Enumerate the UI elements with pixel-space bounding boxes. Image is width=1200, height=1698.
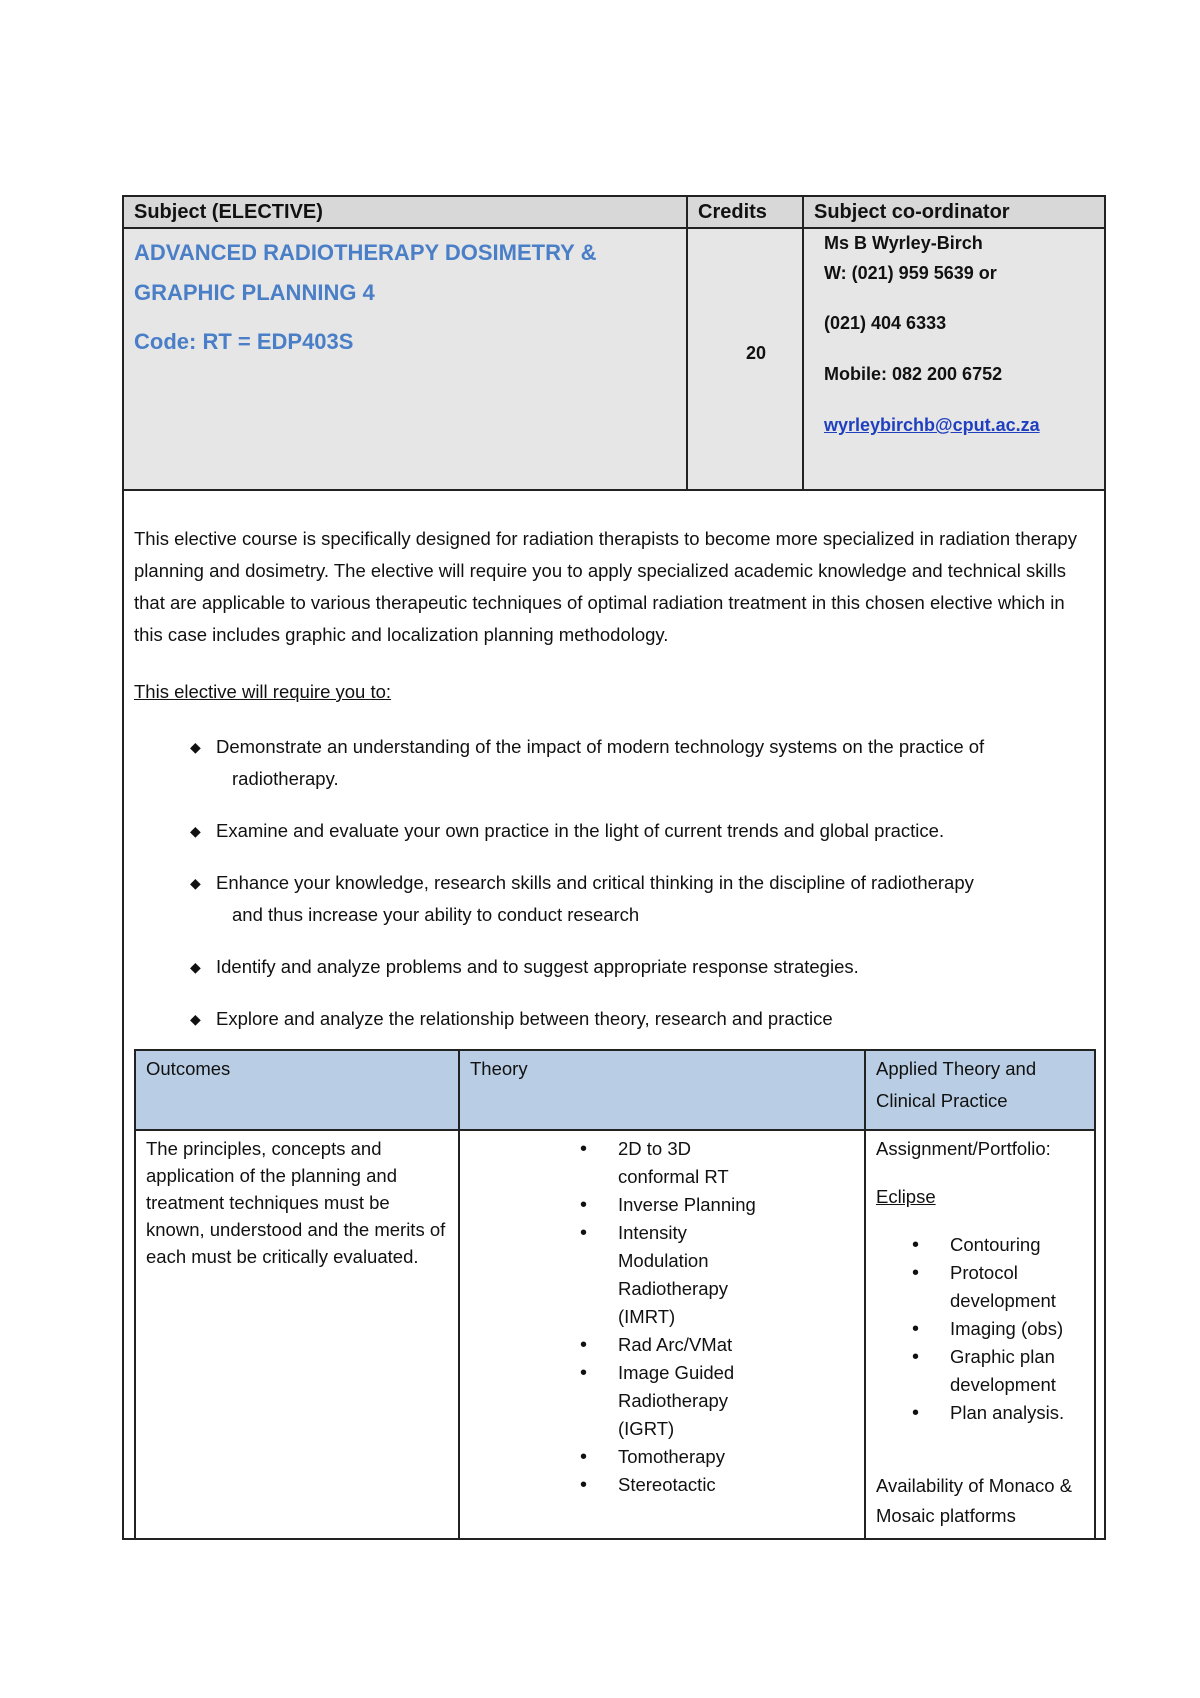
theory-item: • Rad Arc/VMat <box>580 1331 760 1359</box>
course-description: This elective course is specifically designed for radiation therapists to become more specialized in radiation therapy planning and dosimetry. The elective will require you to apply specialized academic knowledge and technical skills that are applicable to various therapeutic techniques of optimal radiation treatment in this chosen elective which in this case includes graphic and localization planning methodology. <box>134 528 1077 645</box>
header-subject: Subject (ELECTIVE) <box>134 201 323 223</box>
theory-item: • Intensity Modulation Radiotherapy (IMRT) <box>580 1219 760 1331</box>
theory-item: • Image Guided Radiotherapy (IGRT) <box>580 1359 760 1443</box>
subject-header-row <box>124 197 1104 229</box>
divider <box>802 197 804 491</box>
coordinator-name: Ms B Wyrley-Birch <box>824 233 983 253</box>
requirement-item: ◆ Examine and evaluate your own practice in the light of current trends and global practice. <box>186 815 1094 847</box>
diamond-bullet-icon: ◆ <box>190 959 201 975</box>
theory-item: • Inverse Planning <box>580 1191 760 1219</box>
subject-title <box>134 233 664 313</box>
diamond-bullet-icon: ◆ <box>190 875 201 891</box>
requirements-heading: This elective will require you to: <box>134 681 392 702</box>
credits-value: 20 <box>745 343 767 363</box>
applied-item: • Contouring <box>912 1231 1072 1259</box>
availability-note: Availability of Monaco & Mosaic platforms <box>876 1475 1073 1526</box>
requirement-item: ◆ Enhance your knowledge, research skills and critical thinking in the discipline of radiotherapy and thus increase your ability to conduct research <box>186 867 1094 931</box>
divider <box>458 1051 460 1538</box>
subject-info-row <box>124 229 1104 491</box>
header-credits: Credits <box>698 201 767 223</box>
header-applied: Applied Theory and Clinical Practice <box>876 1058 1037 1111</box>
requirement-item: ◆ Explore and analyze the relationship between theory, research and practice <box>186 1003 1094 1035</box>
applied-heading: Assignment/Portfolio: <box>876 1138 1051 1159</box>
subject-title-line2: GRAPHIC PLANNING 4 <box>134 280 375 305</box>
theory-item: • Tomotherapy <box>580 1443 760 1471</box>
applied-subheading: Eclipse <box>876 1186 936 1207</box>
subject-title-line1: ADVANCED RADIOTHERAPY DOSIMETRY & <box>134 240 597 265</box>
requirement-item: ◆ Demonstrate an understanding of the impact of modern technology systems on the practice of radiotherapy. <box>186 731 1094 795</box>
outcome-text: The principles, concepts and application of the planning and treatment techniques must be known, understood and the merits of each must be critically evaluated. <box>146 1138 446 1267</box>
coordinator-work-phone: W: (021) 959 5639 or <box>824 263 997 283</box>
theory-list <box>580 1135 760 1499</box>
header-theory: Theory <box>470 1058 528 1079</box>
outcomes-table <box>134 1049 1096 1540</box>
requirement-item: ◆ Identify and analyze problems and to suggest appropriate response strategies. <box>186 951 1094 983</box>
header-outcomes: Outcomes <box>146 1058 231 1079</box>
applied-item: • Protocol development <box>912 1259 1072 1315</box>
divider <box>124 489 1104 491</box>
applied-item: • Graphic plan development <box>912 1343 1072 1399</box>
subject-document <box>122 195 1106 1540</box>
theory-item: • Stereotactic <box>580 1471 760 1499</box>
coordinator-mobile: Mobile: 082 200 6752 <box>824 364 1003 384</box>
theory-item: • 2D to 3D conformal RT <box>580 1135 760 1191</box>
coordinator-alt-phone: (021) 404 6333 <box>824 313 947 333</box>
applied-item: • Imaging (obs) <box>912 1315 1072 1343</box>
applied-column <box>876 1135 1086 1531</box>
header-coordinator: Subject co-ordinator <box>814 201 1010 223</box>
diamond-bullet-icon: ◆ <box>190 1011 201 1027</box>
divider <box>686 197 688 491</box>
applied-item: • Plan analysis. <box>912 1399 1072 1427</box>
outcomes-table-header <box>136 1051 1094 1131</box>
coordinator-email-link[interactable]: wyrleybirchb@cput.ac.za <box>824 415 1040 435</box>
subject-code: Code: RT = EDP403S <box>134 329 354 354</box>
divider <box>864 1051 866 1538</box>
diamond-bullet-icon: ◆ <box>190 823 201 839</box>
diamond-bullet-icon: ◆ <box>190 739 201 755</box>
